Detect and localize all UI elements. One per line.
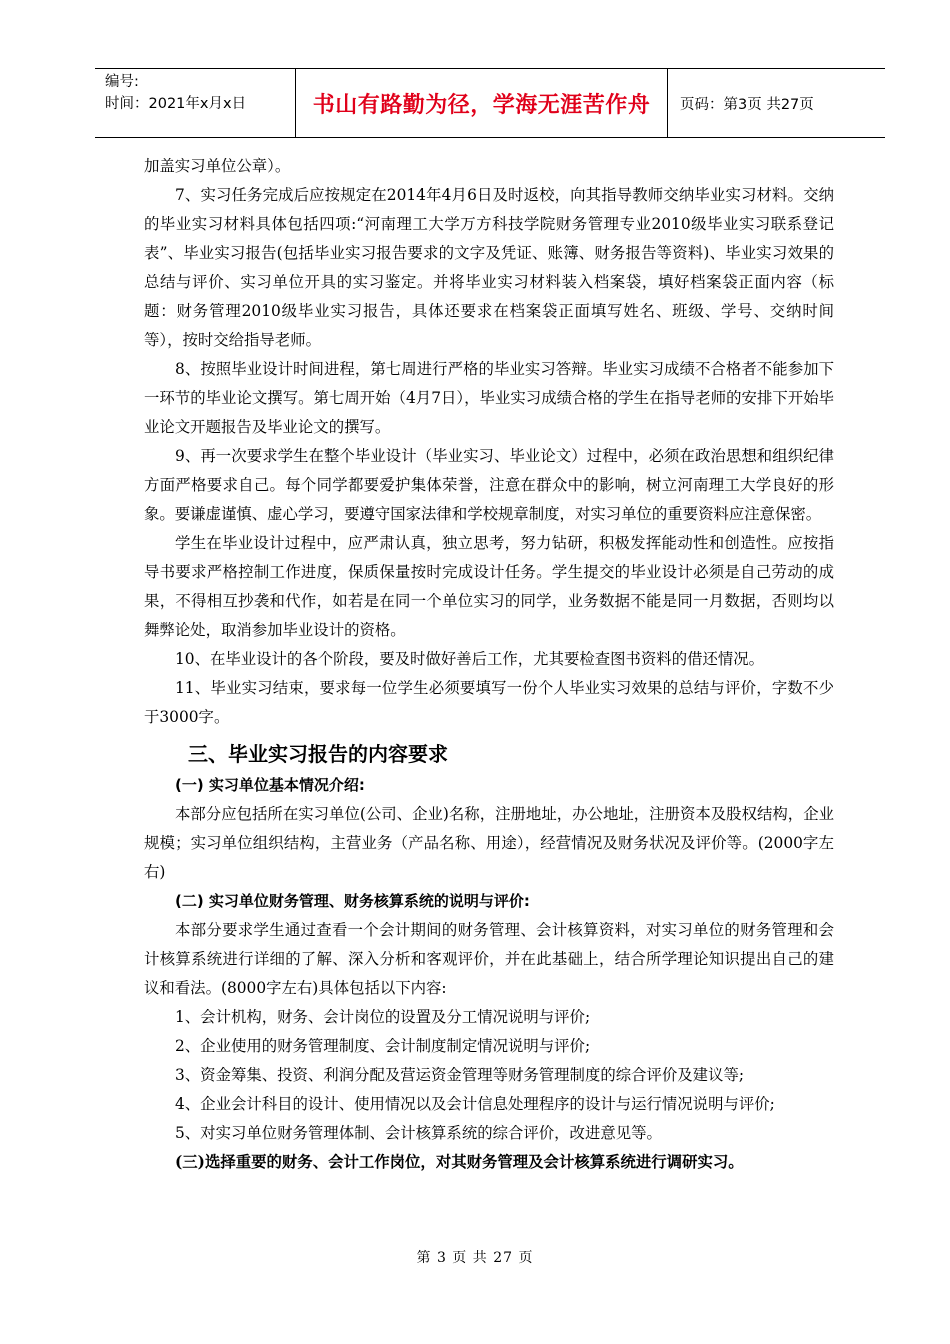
paragraph: 8、按照毕业设计时间进程，第七周进行严格的毕业实习答辩。毕业实习成绩不合格者不能参加下一环节的毕业论文撰写。第七周开始（4月7日），毕业实习成绩合格的学生在指导老师的安排下开始毕业论文开题报告及毕业论文的撰写。 bbox=[144, 360, 834, 436]
list-item: 1、会计机构，财务、会计岗位的设置及分工情况说明与评价; bbox=[175, 1008, 591, 1026]
paragraph: 学生在毕业设计过程中，应严肃认真，独立思考，努力钻研，积极发挥能动性和创造性。应按指导书要求严格控制工作进度，保质保量按时完成设计任务。学生提交的毕业设计必须是自己劳动的成果，不得相互抄袭和代作，如若是在同一个单位实习的同学，业务数据不能是同一月数据，否则均以舞弊论处，取消参加毕业设计的资格。 bbox=[144, 534, 834, 639]
list-item: 3、资金筹集、投资、利润分配及营运资金管理等财务管理制度的综合评价及建议等; bbox=[175, 1066, 745, 1084]
document-body bbox=[144, 152, 834, 1177]
time-label: 时间：2021年x月x日 bbox=[105, 96, 247, 112]
list-item: 5、对实习单位财务管理体制、会计核算系统的综合评价，改进意见等。 bbox=[175, 1124, 662, 1142]
paragraph: 本部分应包括所在实习单位(公司、企业)名称，注册地址，办公地址，注册资本及股权结构，企业规模；实习单位组织结构，主营业务（产品名称、用途），经营情况及财务状况及评价等。(2000字左右) bbox=[144, 805, 834, 881]
subsection-heading: (二) 实习单位财务管理、财务核算系统的说明与评价: bbox=[175, 892, 530, 910]
paragraph: 10、在毕业设计的各个阶段，要及时做好善后工作，尤其要检查图书资料的借还情况。 bbox=[175, 650, 765, 668]
header-motto: 书山有路勤为径，学海无涯苦作舟 bbox=[296, 69, 668, 137]
header-meta bbox=[95, 69, 296, 137]
subsection-heading: (三)选择重要的财务、会计工作岗位，对其财务管理及会计核算系统进行调研实习。 bbox=[175, 1153, 744, 1171]
page-footer: 第 3 页 共 27 页 bbox=[416, 1250, 534, 1266]
section-heading: 三、毕业实习报告的内容要求 bbox=[188, 742, 448, 766]
paragraph: 加盖实习单位公章）。 bbox=[144, 157, 291, 175]
paragraph: 11、毕业实习结束，要求每一位学生必须要填写一份个人毕业实习效果的总结与评价，字数不少于3000字。 bbox=[144, 679, 834, 726]
paragraph: 9、再一次要求学生在整个毕业设计（毕业实习、毕业论文）过程中，必须在政治思想和组织纪律方面严格要求自己。每个同学都要爱护集体荣誉，注意在群众中的影响，树立河南理工大学良好的形象。要谦虚谨慎、虚心学习，要遵守国家法律和学校规章制度，对实习单位的重要资料应注意保密。 bbox=[144, 447, 834, 523]
number-label: 编号: bbox=[105, 74, 139, 90]
list-item: 2、企业使用的财务管理制度、会计制度制定情况说明与评价; bbox=[175, 1037, 591, 1055]
paragraph: 7、实习任务完成后应按规定在2014年4月6日及时返校，向其指导教师交纳毕业实习材料。交纳的毕业实习材料具体包括四项:“河南理工大学万方科技学院财务管理专业2010级毕业实习联系登记表”、毕业实习报告(包括毕业实习报告要求的文字及凭证、账簿、财务报告等资料)、毕业实习效果的总结与评价、实习单位开具的实习鉴定。并将毕业实习材料装入档案袋，填好档案袋正面内容（标题：财务管理2010级毕业实习报告，具体还要求在档案袋正面填写姓名、班级、学号、交纳时间等），按时交给指导老师。 bbox=[144, 186, 834, 349]
page-header bbox=[95, 68, 885, 138]
paragraph: 本部分要求学生通过查看一个会计期间的财务管理、会计核算资料，对实习单位的财务管理和会计核算系统进行详细的了解、深入分析和客观评价，并在此基础上，结合所学理论知识提出自己的建议和看法。(8000字左右)具体包括以下内容: bbox=[144, 921, 834, 997]
subsection-heading: (一) 实习单位基本情况介绍: bbox=[175, 776, 365, 794]
header-page-code: 页码：第3页 共27页 bbox=[680, 96, 814, 113]
list-item: 4、企业会计科目的设计、使用情况以及会计信息处理程序的设计与运行情况说明与评价; bbox=[175, 1095, 775, 1113]
